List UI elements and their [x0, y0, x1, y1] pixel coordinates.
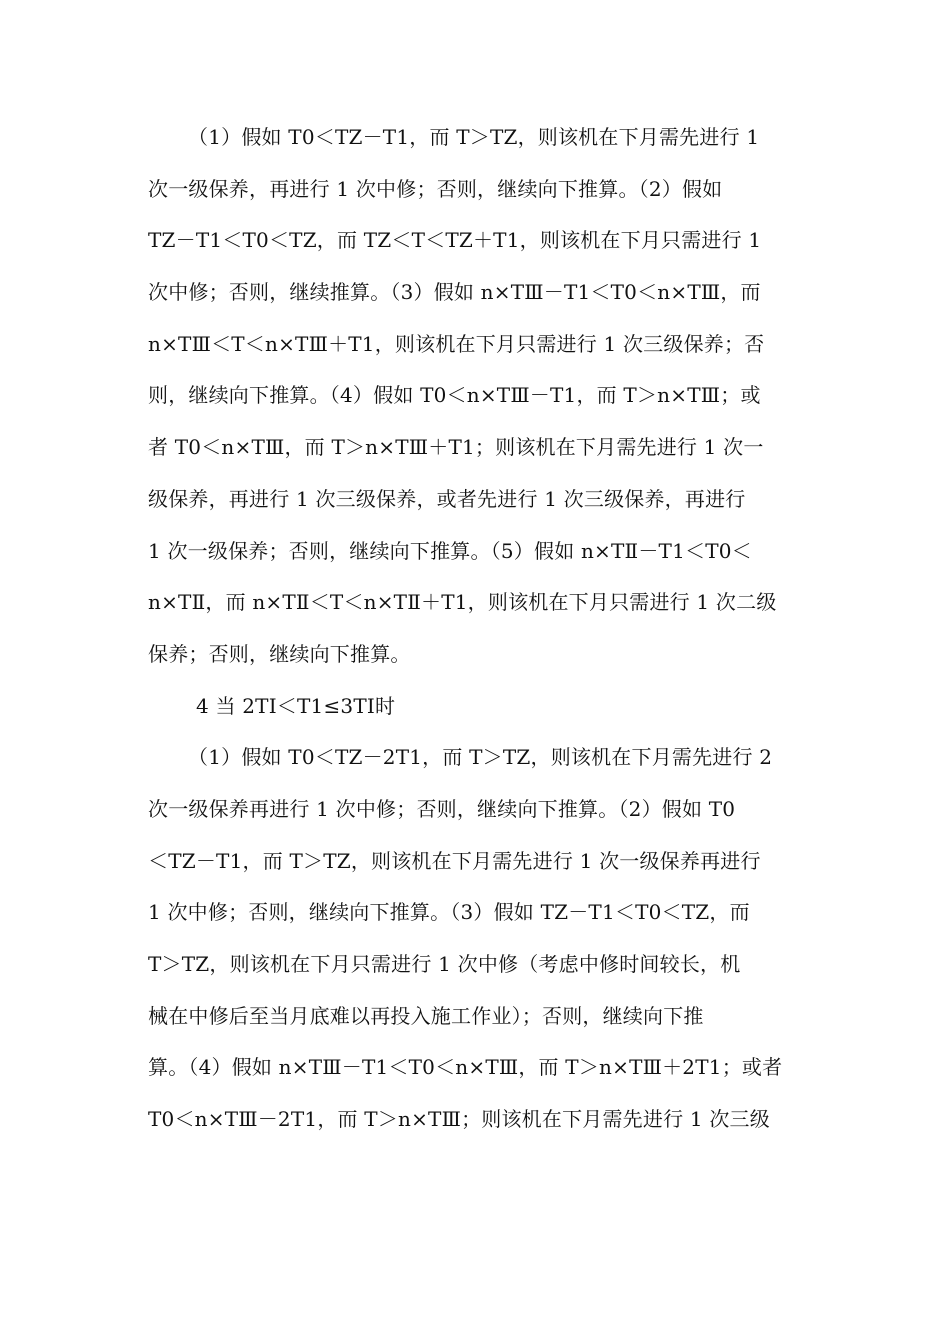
section-heading: 4 当 2TⅠ＜T1≤3TⅠ时: [196, 693, 396, 718]
paragraph-line: 则，继续向下推算。（4）假如 T0＜n×TⅢ－T1，而 T＞n×TⅢ；或: [148, 383, 761, 408]
paragraph-line: n×TⅢ＜T＜n×TⅢ＋T1，则该机在下月只需进行 1 次三级保养；否: [148, 331, 765, 356]
paragraph-line: TZ－T1＜T0＜TZ，而 TZ＜T＜TZ＋T1，则该机在下月只需进行 1: [148, 228, 762, 253]
paragraph-line: 者 T0＜n×TⅢ，而 T＞n×TⅢ＋T1；则该机在下月需先进行 1 次一: [148, 435, 764, 460]
paragraph-line: T0＜n×TⅢ－2T1，而 T＞n×TⅢ；则该机在下月需先进行 1 次三级: [148, 1107, 770, 1132]
paragraph-line: 械在中修后至当月底难以再投入施工作业）；否则，继续向下推: [148, 1003, 704, 1028]
paragraph-line: 1 次中修；否则，继续向下推算。（3）假如 TZ－T1＜T0＜TZ，而: [148, 900, 750, 925]
body-text: [148, 112, 808, 1146]
paragraph-line: 次中修；否则，继续推算。（3）假如 n×TⅢ－T1＜T0＜n×TⅢ，而: [148, 280, 761, 305]
paragraph-line: （1）假如 T0＜TZ－T1，而 T＞TZ，则该机在下月需先进行 1: [188, 125, 760, 149]
paragraph-line: 级保养，再进行 1 次三级保养，或者先进行 1 次三级保养，再进行: [148, 486, 746, 511]
paragraph-line: 算。（4）假如 n×TⅢ－T1＜T0＜n×TⅢ，而 T＞n×TⅢ＋2T1；或者: [148, 1055, 783, 1080]
paragraph-line: 次一级保养再进行 1 次中修；否则，继续向下推算。（2）假如 T0: [148, 796, 736, 821]
paragraph-line: 1 次一级保养；否则，继续向下推算。（5）假如 n×TⅡ－T1＜T0＜: [148, 538, 752, 563]
paragraph-line: 保养；否则，继续向下推算。: [148, 641, 411, 666]
paragraph-line: 次一级保养，再进行 1 次中修；否则，继续向下推算。（2）假如: [148, 176, 723, 201]
paragraph-line: T＞TZ，则该机在下月只需进行 1 次中修（考虑中修时间较长，机: [148, 952, 741, 976]
paragraph-line: （1）假如 T0＜TZ－2T1，而 T＞TZ，则该机在下月需先进行 2: [188, 745, 773, 770]
paragraph-line: ＜TZ－T1，而 T＞TZ，则该机在下月需先进行 1 次一级保养再进行: [148, 848, 761, 873]
paragraph-line: n×TⅡ，而 n×TⅡ＜T＜n×TⅡ＋T1，则该机在下月只需进行 1 次二级: [148, 590, 777, 615]
